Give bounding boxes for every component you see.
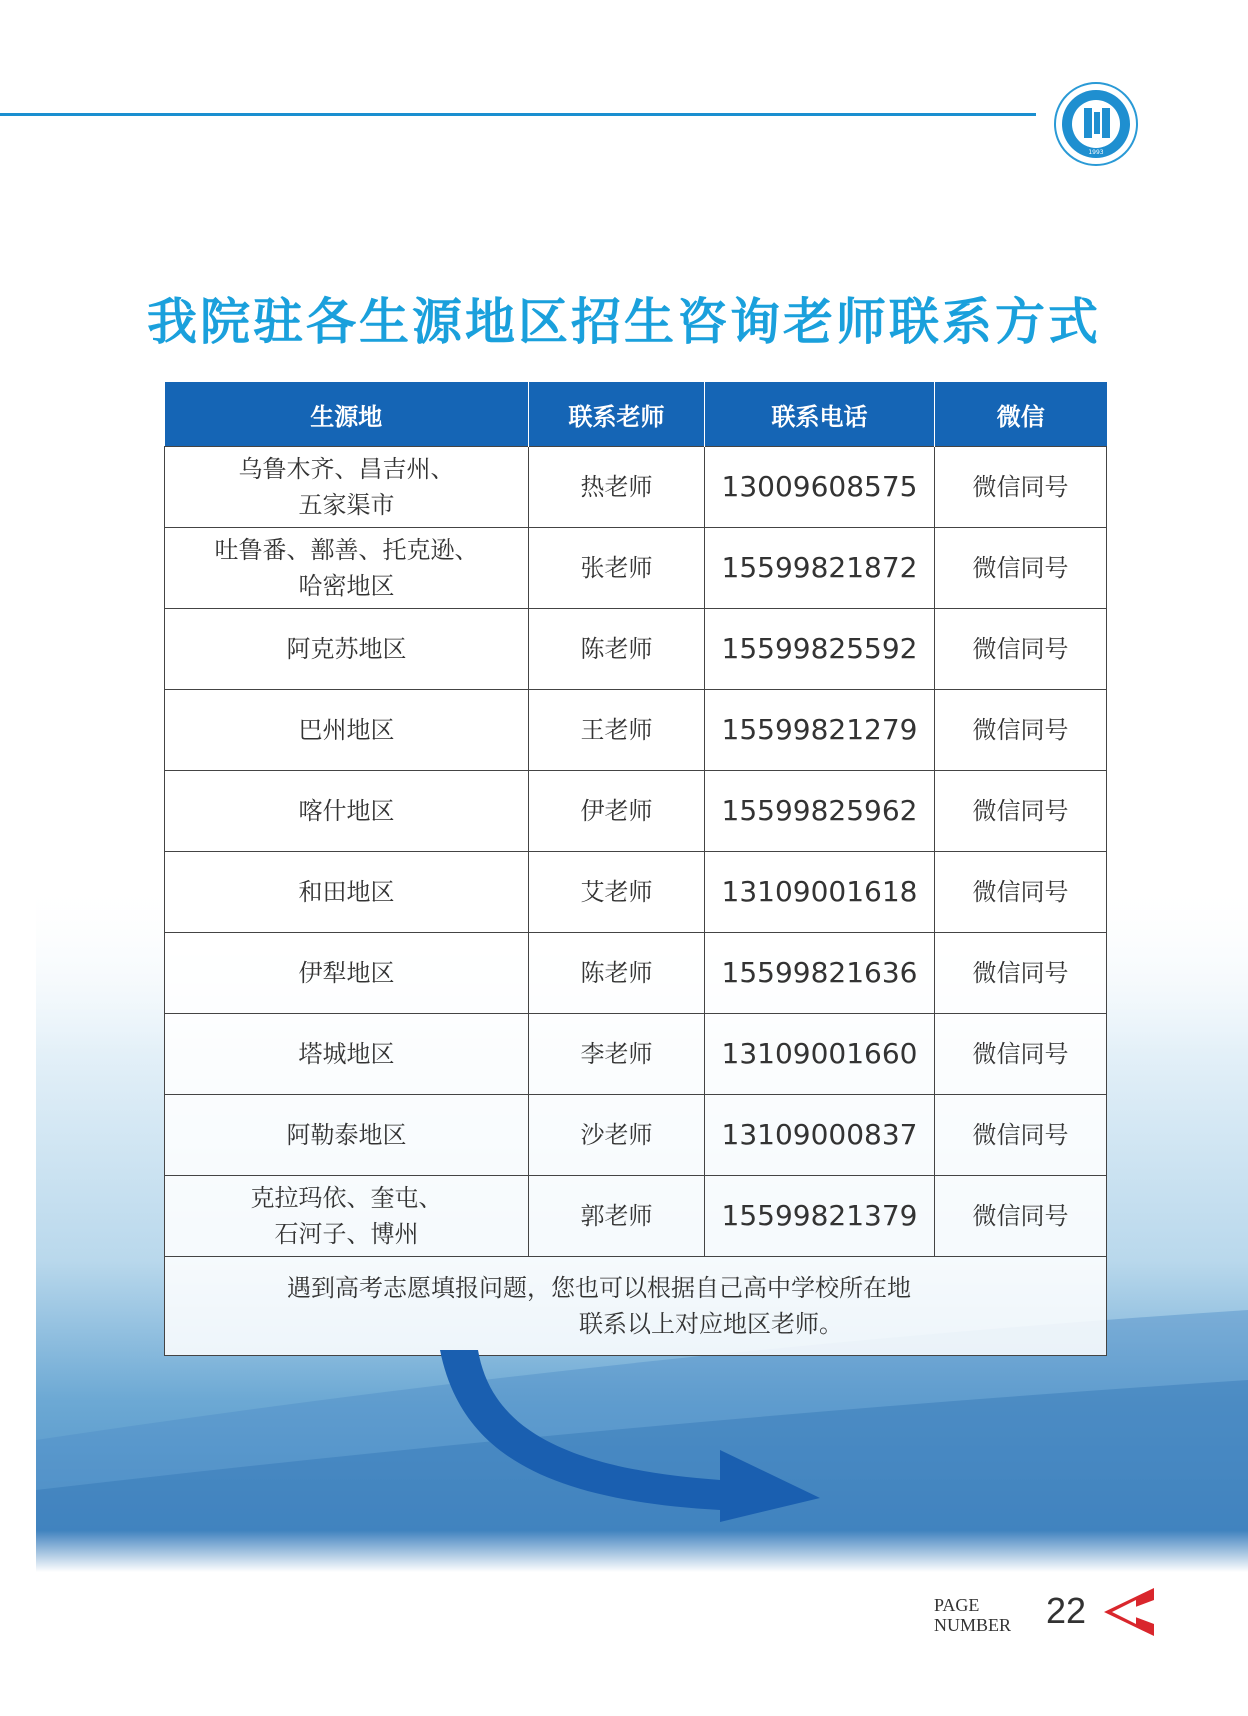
region-cell: 塔城地区 <box>165 1014 529 1095</box>
contacts-table <box>164 382 1107 1356</box>
table-header-row <box>165 382 1107 447</box>
table-row <box>165 1014 1107 1095</box>
header-teacher: 联系老师 <box>529 382 705 447</box>
table-row <box>165 852 1107 933</box>
table-row <box>165 447 1107 528</box>
teacher-cell: 热老师 <box>529 447 705 528</box>
teacher-cell: 伊老师 <box>529 771 705 852</box>
phone-cell: 15599825592 <box>705 609 935 690</box>
phone-cell: 13109001618 <box>705 852 935 933</box>
page-number-label: PAGE NUMBER <box>934 1595 1012 1635</box>
teacher-cell: 王老师 <box>529 690 705 771</box>
teacher-cell: 李老师 <box>529 1014 705 1095</box>
region-cell: 吐鲁番、鄯善、托克逊、 哈密地区 <box>165 528 529 609</box>
phone-cell: 15599821636 <box>705 933 935 1014</box>
wechat-cell: 微信同号 <box>935 528 1107 609</box>
double-chevron-left-icon <box>1096 1588 1154 1636</box>
table-row <box>165 528 1107 609</box>
teacher-cell: 陈老师 <box>529 933 705 1014</box>
wechat-cell: 微信同号 <box>935 1014 1107 1095</box>
table-note-row <box>165 1257 1107 1356</box>
header-phone: 联系电话 <box>705 382 935 447</box>
page-number: 22 <box>1046 1590 1087 1631</box>
phone-cell: 15599821279 <box>705 690 935 771</box>
phone-cell: 13109000837 <box>705 1095 935 1176</box>
table-row <box>165 1176 1107 1257</box>
table-row <box>165 690 1107 771</box>
teacher-cell: 张老师 <box>529 528 705 609</box>
wechat-cell: 微信同号 <box>935 852 1107 933</box>
region-cell: 巴州地区 <box>165 690 529 771</box>
wechat-cell: 微信同号 <box>935 933 1107 1014</box>
college-logo-icon <box>1054 82 1138 166</box>
phone-cell: 15599821379 <box>705 1176 935 1257</box>
teacher-cell: 陈老师 <box>529 609 705 690</box>
table-row <box>165 933 1107 1014</box>
wechat-cell: 微信同号 <box>935 771 1107 852</box>
region-cell: 喀什地区 <box>165 771 529 852</box>
wechat-cell: 微信同号 <box>935 609 1107 690</box>
region-cell: 阿勒泰地区 <box>165 1095 529 1176</box>
table-note: 遇到高考志愿填报问题，您也可以根据自己高中学校所在地 联系以上对应地区老师。 <box>165 1257 1107 1356</box>
logo-year: 1993 <box>1088 149 1104 156</box>
phone-cell: 13009608575 <box>705 447 935 528</box>
teacher-cell: 艾老师 <box>529 852 705 933</box>
phone-cell: 13109001660 <box>705 1014 935 1095</box>
region-cell: 克拉玛依、奎屯、 石河子、博州 <box>165 1176 529 1257</box>
table-row <box>165 771 1107 852</box>
wechat-cell: 微信同号 <box>935 447 1107 528</box>
region-cell: 伊犁地区 <box>165 933 529 1014</box>
page-title: 我院驻各生源地区招生咨询老师联系方式 <box>147 293 1101 351</box>
phone-cell: 15599825962 <box>705 771 935 852</box>
wechat-cell: 微信同号 <box>935 690 1107 771</box>
top-rule <box>0 113 1036 116</box>
region-cell: 乌鲁木齐、昌吉州、 五家渠市 <box>165 447 529 528</box>
table-row <box>165 1095 1107 1176</box>
curved-arrow-icon <box>430 1350 830 1522</box>
wechat-cell: 微信同号 <box>935 1095 1107 1176</box>
table-row <box>165 609 1107 690</box>
wechat-cell: 微信同号 <box>935 1176 1107 1257</box>
teacher-cell: 沙老师 <box>529 1095 705 1176</box>
teacher-cell: 郭老师 <box>529 1176 705 1257</box>
header-region: 生源地 <box>165 382 529 447</box>
phone-cell: 15599821872 <box>705 528 935 609</box>
header-wechat: 微信 <box>935 382 1107 447</box>
region-cell: 和田地区 <box>165 852 529 933</box>
region-cell: 阿克苏地区 <box>165 609 529 690</box>
